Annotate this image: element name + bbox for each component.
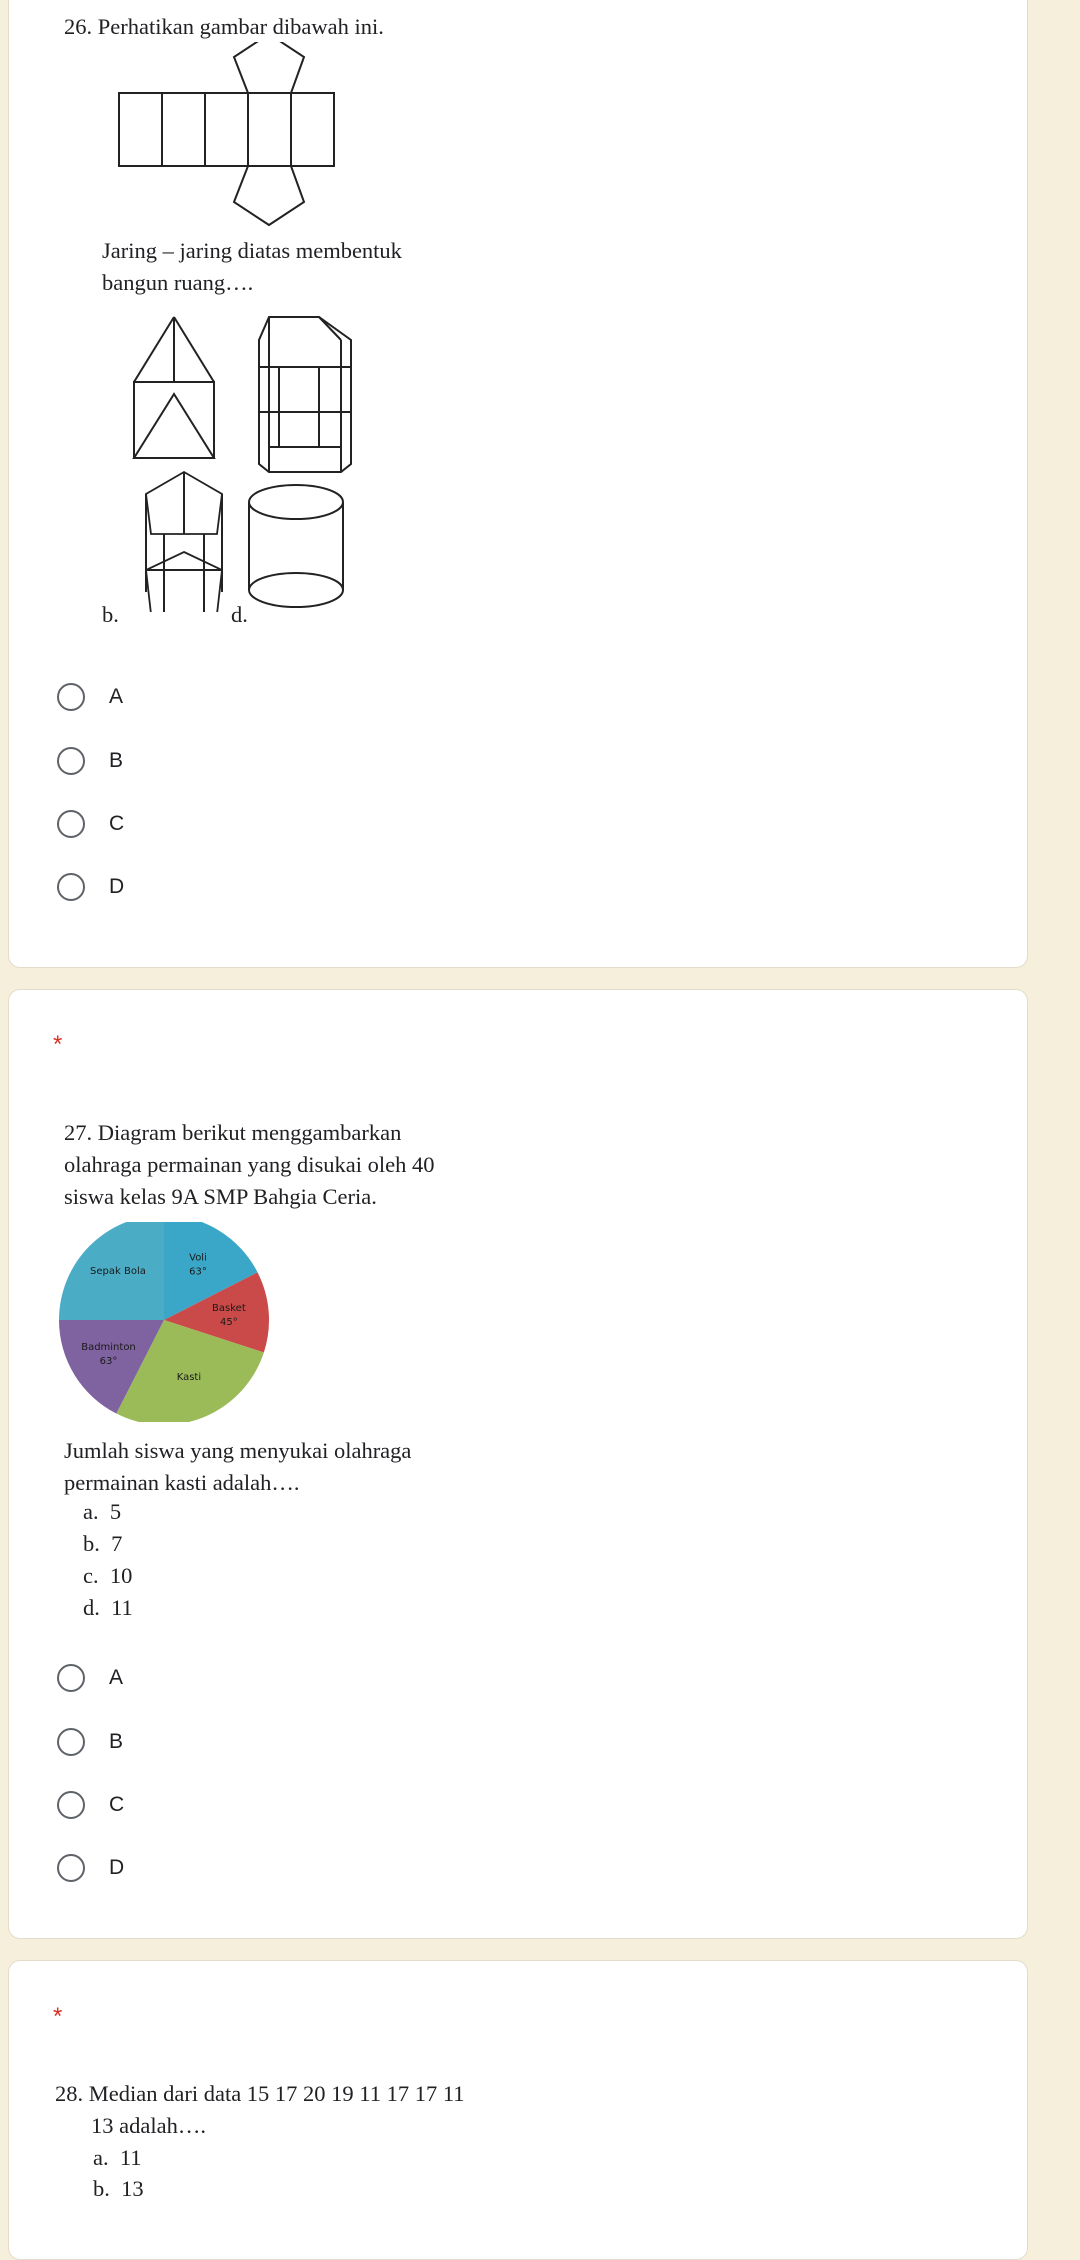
radio-circle[interactable] xyxy=(57,1791,85,1819)
option-label: D xyxy=(109,1856,125,1879)
required-asterisk: * xyxy=(53,2003,63,2030)
pie-label: Basket xyxy=(212,1302,246,1314)
option-b[interactable] xyxy=(57,1722,123,1762)
radio-circle[interactable] xyxy=(57,1664,85,1692)
solid-options-figure xyxy=(129,312,369,612)
radio-circle[interactable] xyxy=(57,747,85,775)
question-card-26 xyxy=(8,0,1028,968)
question-title: 26. Perhatikan gambar dibawah ini. xyxy=(64,14,384,39)
question-card-28 xyxy=(8,1960,1028,2260)
question-title-line2: olahraga permainan yang disukai oleh 40 xyxy=(64,1152,435,1177)
radio-circle[interactable] xyxy=(57,873,85,901)
required-asterisk: * xyxy=(53,1031,63,1058)
choice-b: b. 13 xyxy=(93,2176,144,2201)
question-title-line3: siswa kelas 9A SMP Bahgia Ceria. xyxy=(64,1184,377,1209)
radio-circle[interactable] xyxy=(57,1728,85,1756)
question-text-line1: Jumlah siswa yang menyukai olahraga xyxy=(64,1438,412,1463)
question-text-line2: permainan kasti adalah…. xyxy=(64,1470,300,1495)
figure-label-d: d. xyxy=(231,602,248,627)
option-c[interactable] xyxy=(57,1785,124,1825)
choice-b: b. 7 xyxy=(83,1531,123,1556)
pie-value-label: 63° xyxy=(189,1266,207,1278)
question-title-line2: 13 adalah…. xyxy=(91,2113,206,2138)
option-d[interactable] xyxy=(57,867,124,907)
figure-label-b: b. xyxy=(102,602,119,627)
radio-circle[interactable] xyxy=(57,810,85,838)
option-label: C xyxy=(109,1793,125,1816)
question-card-27 xyxy=(8,989,1028,1939)
choice-a: a. 5 xyxy=(83,1499,122,1524)
pie-label: Voli xyxy=(189,1252,207,1264)
choice-a: a. 11 xyxy=(93,2145,142,2170)
option-a[interactable] xyxy=(57,1658,123,1698)
option-label: C xyxy=(109,812,125,835)
option-b[interactable] xyxy=(57,741,123,781)
option-label: A xyxy=(109,1666,124,1689)
pie-value-label: 45° xyxy=(220,1316,238,1328)
option-d[interactable] xyxy=(57,1848,124,1888)
prism-net-figure xyxy=(104,42,354,242)
option-label: A xyxy=(109,685,124,708)
pie-label: Sepak Bola xyxy=(90,1265,146,1277)
pie-chart xyxy=(59,1222,289,1422)
question-text-line1: Jaring – jaring diatas membentuk xyxy=(102,238,402,263)
option-a[interactable] xyxy=(57,677,123,717)
radio-circle[interactable] xyxy=(57,683,85,711)
choice-d: d. 11 xyxy=(83,1595,133,1620)
scrollbar-track[interactable] xyxy=(1050,0,1080,2217)
option-label: B xyxy=(109,1730,124,1753)
pie-label: Kasti xyxy=(176,1372,202,1384)
pie-value-label: 63° xyxy=(99,1356,118,1368)
choice-c: c. 10 xyxy=(83,1563,133,1588)
radio-circle[interactable] xyxy=(57,1854,85,1882)
pie-label: Badminton xyxy=(81,1342,136,1354)
question-title-line1: 27. Diagram berikut menggambarkan xyxy=(64,1120,402,1145)
question-title-line1: 28. Median dari data 15 17 20 19 11 17 17 11 xyxy=(55,2081,465,2106)
option-label: B xyxy=(109,749,124,772)
option-label: D xyxy=(109,875,125,898)
question-text-line2: bangun ruang…. xyxy=(102,270,254,295)
option-c[interactable] xyxy=(57,804,124,844)
